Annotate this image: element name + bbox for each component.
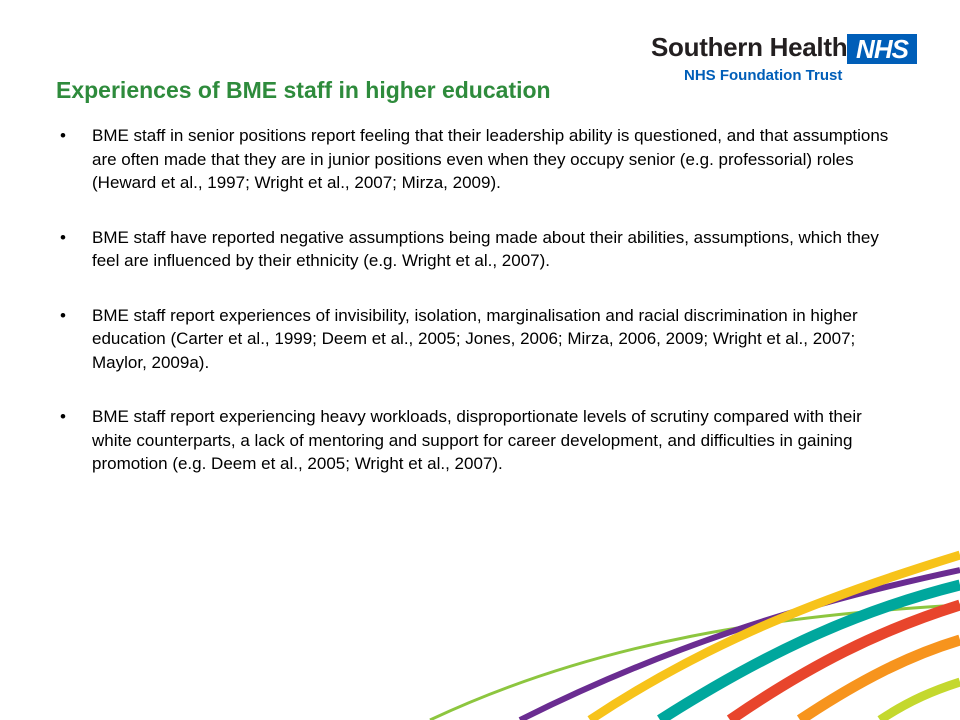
slide-title: Experiences of BME staff in higher education — [56, 77, 551, 103]
bullet-text: BME staff report experiencing heavy workloads, disproportionate levels of scrutiny compared with their white counterparts, a lack of mentoring and support for career development, and difficulties in gaining promotion (e.g. Deem et al., 2005; Wright et al., 2007). — [92, 407, 862, 473]
ribbon-orange — [800, 640, 960, 720]
bullet-marker: • — [60, 126, 66, 145]
logo-organisation-name: Southern Health — [651, 32, 848, 62]
ribbon-lime — [880, 682, 960, 720]
bullet-text: BME staff have reported negative assumptions being made about their abilities, assumptions, which they feel are influenced by their ethnicity (e.g. Wright et al., 2007). — [92, 227, 879, 270]
bullet-list — [60, 124, 890, 507]
ribbon-red — [730, 605, 960, 720]
bullet-item — [60, 405, 890, 476]
ribbon-green-thin — [430, 605, 960, 720]
bullet-marker: • — [60, 227, 66, 247]
bullet-item — [60, 124, 890, 195]
ribbon-teal — [660, 585, 960, 720]
nhs-trust-logo — [651, 32, 919, 84]
bullet-item — [60, 304, 890, 375]
nhs-logo-badge: NHS — [847, 34, 917, 64]
ribbon-purple — [520, 570, 960, 720]
bullet-item — [60, 226, 890, 273]
bullet-text: BME staff in senior positions report feeling that their leadership ability is questioned, and that assumptions are often made that they are in junior positions even when they occupy senior (e.g. professorial) roles (Heward et al., 1997; Wright et al., 2007; Mirza, 2009). — [92, 126, 889, 192]
bullet-marker: • — [60, 407, 66, 426]
ribbon-yellow — [590, 555, 960, 720]
bullet-text: BME staff report experiences of invisibility, isolation, marginalisation and racial discrimination in higher education (Carter et al., 1999; Deem et al., 2005; Jones, 2006; Mirza, 2006, 2009; Wright et al., 2007; Maylor, 2009a). — [92, 305, 858, 372]
bullet-marker: • — [60, 305, 66, 325]
logo-trust-subtitle: NHS Foundation Trust — [684, 67, 843, 84]
